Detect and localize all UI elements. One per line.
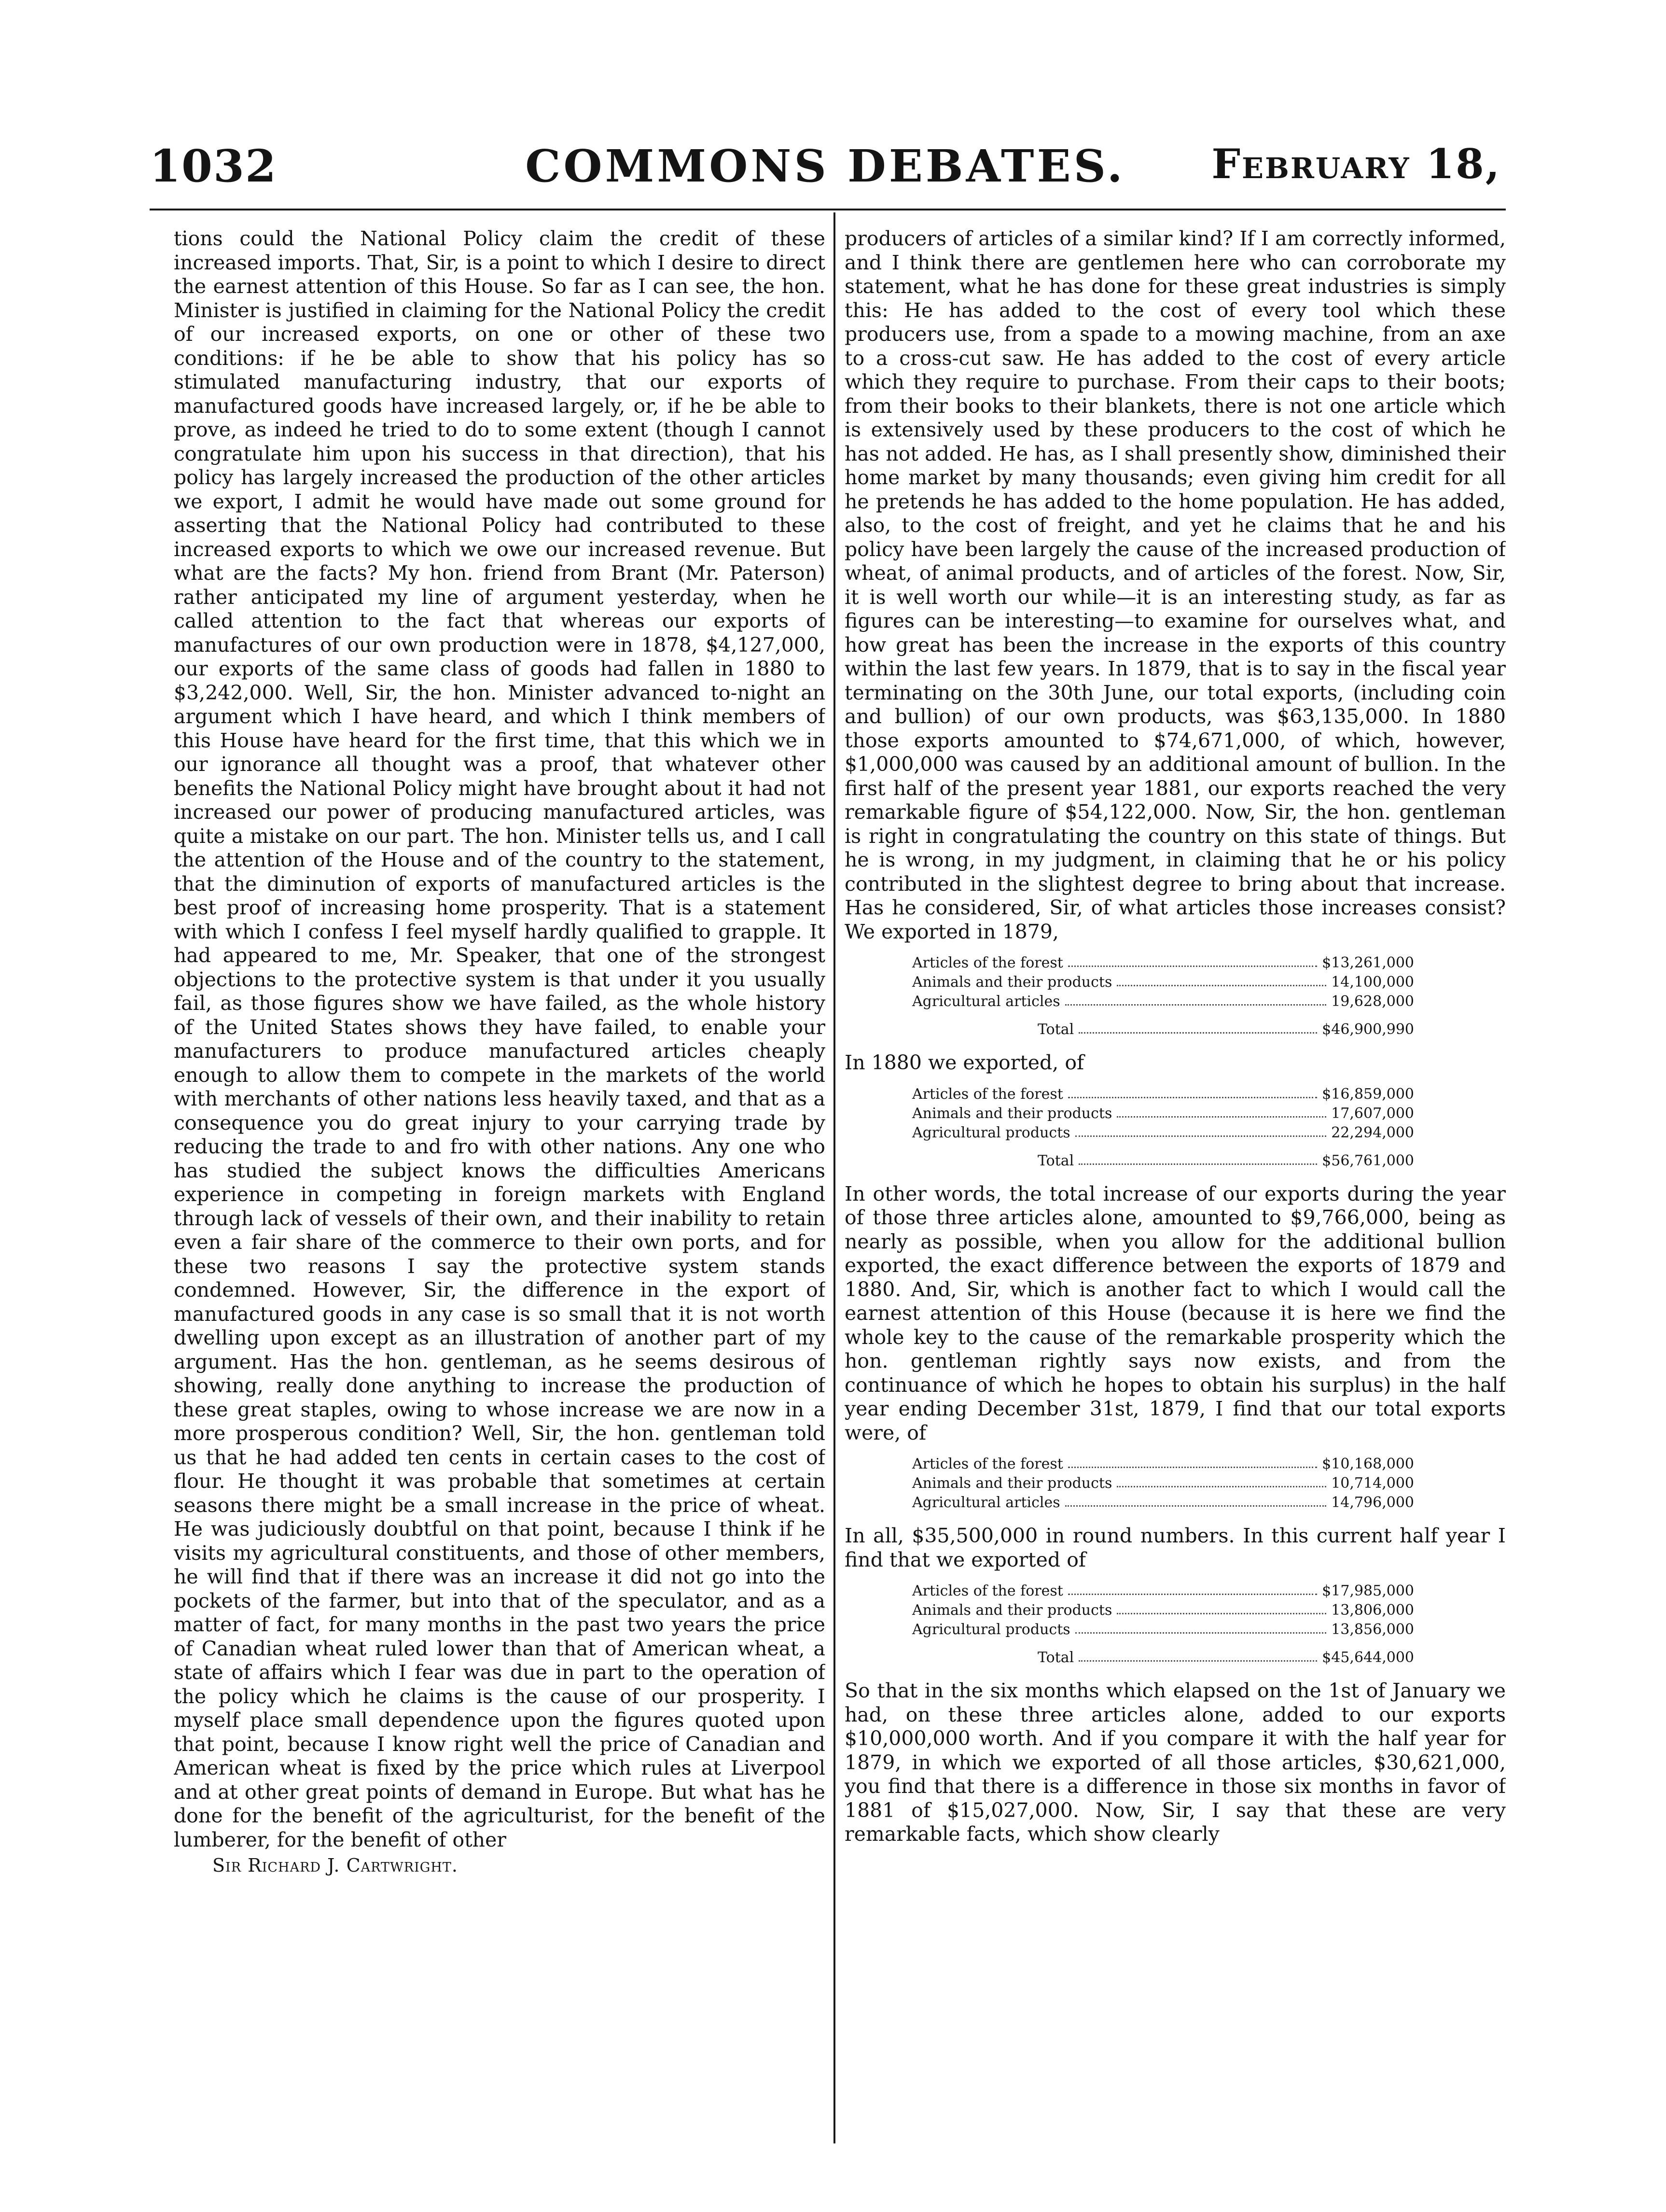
table-row: Animals and their products 14,100,000: [912, 974, 1414, 991]
header-rule: [150, 209, 1506, 210]
table-row: Animals and their products 13,806,000: [912, 1602, 1414, 1619]
table-row: Agricultural products 22,294,000: [912, 1124, 1414, 1141]
speaker-attribution: Sir Richard J. Cartwright.: [212, 1855, 458, 1876]
table-row: Animals and their products 10,714,000: [912, 1475, 1414, 1492]
intro-1880: In 1880 we exported, of: [845, 1051, 1084, 1074]
column-divider: [833, 212, 835, 2143]
table-row: Articles of the forest $13,261,000: [912, 954, 1414, 971]
table-row: Articles of the forest $10,168,000: [912, 1456, 1414, 1472]
exports-table-half-1879: [912, 1455, 1414, 1512]
page-number: 1032: [150, 140, 278, 192]
table-total-row: Total $46,900,990: [1038, 1021, 1414, 1038]
table-row: Agricultural articles 19,628,000: [912, 993, 1414, 1010]
table-row: Articles of the forest $17,985,000: [912, 1582, 1414, 1599]
right-paragraph-2: In other words, the total increase of our exports during the year of those three articles alone, amounted to $9,766,000, being as nearly as possible, when you allow for the additional bullion exported, the exact difference between the exports of 1879 and 1880. And, Sir, which is another fact to which I would call the earnest attention of this House (because it is here we find the whole key to the cause of the remarkable prosperity which the hon. gentleman rightly says now exists, and from the continuance of which he hopes to obtain his surplus) in the half year ending December 31st, 1879, I find that our total exports were, of: [845, 1182, 1506, 1444]
exports-table-half-1881: [912, 1582, 1414, 1667]
table-total-row: Total $56,761,000: [1038, 1152, 1414, 1169]
running-title: COMMONS DEBATES.: [525, 140, 1125, 192]
page-date: February 18,: [1211, 140, 1501, 188]
right-paragraph-4: So that in the six months which elapsed on the 1st of January we had, on these three articles alone, added to our exports $10,000,000 worth. And if you compare it with the half year for 1879, in which we exported of all those articles, $30,621,000, you find that there is a difference in those six months in favor of 1881 of $15,027,000. Now, Sir, I say that these are very remarkable facts, which show clearly: [845, 1679, 1506, 1846]
right-paragraph-3: In all, $35,500,000 in round numbers. In this current half year I find that we exported of: [845, 1524, 1506, 1571]
exports-table-1880: [912, 1085, 1414, 1171]
table-row: Animals and their products 17,607,000: [912, 1105, 1414, 1122]
left-column: [174, 227, 825, 2172]
page-header: [150, 140, 1501, 212]
right-paragraph-1: producers of articles of a similar kind? If I am correctly informed, and I think there are gentlemen here who can corroborate my statement, what he has done for these great industries is simply this: He has added to the cost of every tool which these producers use, from a spade to a mowing machine, from an axe to a cross-cut saw. He has added to the cost of every article which they require to purchase. From their caps to their boots; from their books to their blankets, there is not one article which is extensively used by these producers to the cost of which he has not added. He has, as I shall presently show, diminished their home market by many thousands; even giving him credit for all he pretends he has added to the home population. He has added, also, to the cost of freight, and yet he claims that he and his policy have been largely the cause of the increased production of wheat, of animal products, and of articles of the forest. Now, Sir, it is well worth our while—it is an interesting study, as far as figures can be interesting—to examine for ourselves what, and how great has been the increase in the exports of this country within the last few years. In 1879, that is to say in the fiscal year terminating on the 30th June, our total exports, (including coin and bullion) of our own products, was $63,135,000. In 1880 those exports amounted to $74,671,000, of which, however, $1,000,000 was caused by an additional amount of bullion. In the first half of the present year 1881, our exports reached the very remarkable figure of $54,122,000. Now, Sir, the hon. gentleman is right in congratulating the country on this state of things. But he is wrong, in my judgment, in claiming that he or his policy contributed in the slightest degree to bring about that increase. Has he considered, Sir, of what articles those increases consist? We exported in 1879,: [845, 227, 1506, 943]
table-total-row: Total $45,644,000: [1038, 1649, 1414, 1666]
table-row: Articles of the forest $16,859,000: [912, 1085, 1414, 1103]
table-row: Agricultural articles 14,796,000: [912, 1494, 1414, 1511]
exports-table-1879: [912, 953, 1414, 1039]
table-row: Agricultural products 13,856,000: [912, 1621, 1414, 1638]
right-column: [845, 227, 1506, 2172]
left-paragraph: tions could the National Policy claim the credit of these increased imports. That, Sir, is a point to which I desire to direct the earnest attention of this House. So far as I can see, the hon. Minister is justified in claiming for the National Policy the credit of our increased exports, on one or other of these two conditions: if he be able to show that his policy has so stimulated manufacturing industry, that our exports of manufactured goods have increased largely, or, if he be able to prove, as indeed he tried to do to some extent (though I cannot congratulate him upon his success in that direction), that his policy has largely increased the production of the other articles we export, I admit he would have made out some ground for asserting that the National Policy had contributed to these increased exports to which we owe our increased revenue. But what are the facts? My hon. friend from Brant (Mr. Paterson) rather anticipated my line of argument yesterday, when he called attention to the fact that whereas our exports of manufactures of our own production were in 1878, $4,127,000, our exports of the same class of goods had fallen in 1880 to $3,242,000. Well, Sir, the hon. Minister advanced to-night an argument which I have heard, and which I think members of this House have heard for the first time, that this which we in our ignorance all thought was a proof, that whatever other benefits the National Policy might have brought about it had not increased our power of producing manufactured articles, was quite a mistake on our part. The hon. Minister tells us, and I call the attention of the House and of the country to the statement, that the diminution of exports of manufactured articles is the best proof of increasing home prosperity. That is a statement with which I confess I feel myself hardly qualified to grapple. It had appeared to me, Mr. Speaker, that one of the strongest objections to the protective system is that under it you usually fail, as those figures show we have failed, as the whole history of the United States shows they have failed, to enable your manufacturers to produce manufactured articles cheaply enough to allow them to compete in the markets of the world with merchants of other nations less heavily taxed, and that as a consequence you do great injury to your carrying trade by reducing the trade to and fro with other nations. Any one who has studied the subject knows the difficulties Americans experience in competing in foreign markets with England through lack of vessels of their own, and their inability to retain even a fair share of the commerce to their own ports, and for these two reasons I say the protective system stands condemned. However, Sir, the difference in the export of manufactured goods in any case is so small that it is not worth dwelling upon except as an illustration of another part of my argument. Has the hon. gentleman, as he seems desirous of showing, really done anything to increase the production of these great staples, owing to whose increase we are now in a more prosperous condition? Well, Sir, the hon. gentleman told us that he had added ten cents in certain cases to the cost of flour. He thought it was probable that sometimes at certain seasons there might be a small increase in the price of wheat. He was judiciously doubtful on that point, because I think if he visits my agricultural constituents, and those of other members, he will find that if there was an increase it did not go into the pockets of the farmer, but into that of the speculator, and as a matter of fact, for many months in the past two years the price of Canadian wheat ruled lower than that of American wheat, a state of affairs which I fear was due in part to the operation of the policy which he claims is the cause of our prosperity. I myself place small dependence upon the figures quoted upon that point, because I know right well the price of Canadian and American wheat is fixed by the price which rules at Liverpool and at other great points of demand in Europe. But what has he done for the benefit of the agriculturist, for the benefit of the lumberer, for the benefit of other: [174, 227, 825, 1851]
